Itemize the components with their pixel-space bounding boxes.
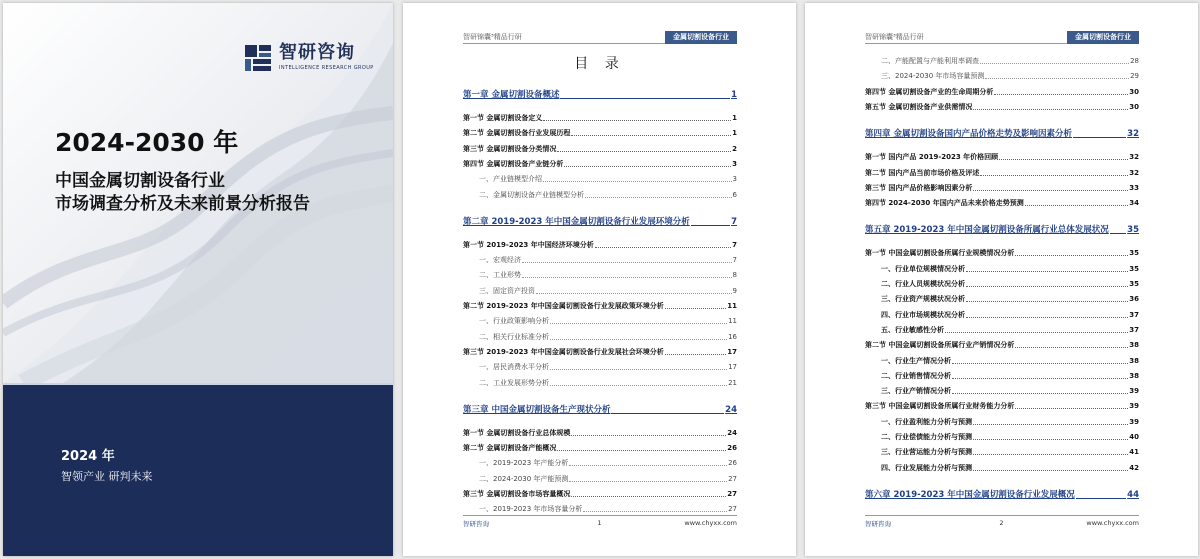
toc-entry-title: 三、2024-2030 年市场容量预测 [881,72,985,81]
toc-entry-title: 一、2019-2023 年产能分析 [479,459,569,468]
toc-entry-title: 一、行业单位规模情况分析 [881,264,965,273]
toc-entry-page: 1 [731,90,737,100]
toc-leader-dots [973,454,1128,455]
logo-chinese-name: 智研咨询 [279,42,355,63]
toc-leader-dots [985,78,1129,79]
cover-year-range: 2024-2030 年 [55,128,239,157]
toc-leader-dots [522,262,732,263]
toc-entry-page: 42 [1129,463,1139,472]
toc-chapter-link[interactable] [463,403,737,415]
toc-leader-dots [571,135,731,136]
toc-subsection-link[interactable] [865,369,1139,381]
toc-entry-title: 四、行业市场规模状况分析 [881,310,965,319]
toc-chapter-link[interactable] [865,223,1139,235]
toc-chapter-link[interactable] [865,488,1139,500]
toc-leader-dots [1015,255,1128,256]
toc-subsection-link[interactable] [865,461,1139,473]
toc-entry-title: 三、行业营运能力分析与预测 [881,448,972,457]
toc-subsection-link[interactable] [463,376,737,388]
toc-entry-page: 44 [1127,489,1139,500]
cover-slogan: 智领产业 研判未来 [61,470,153,483]
toc-section-link[interactable] [463,426,737,438]
cover-title-line2: 市场调查分析及未来前景分析报告 [55,194,310,214]
toc-entry-title: 一、行业生产情况分析 [881,356,951,365]
toc-entry-title: 二、行业偿债能力分析与预测 [881,433,972,441]
toc-leader-dots [569,481,727,482]
toc-entry-title: 第五章 2019-2023 年中国金属切割设备所属行业总体发展状况 [865,225,1109,236]
toc-entry-page: 3 [732,159,737,168]
toc-entry-page: 3 [732,175,737,184]
toc-leader-dots [543,181,732,182]
toc-entry-page: 1 [732,114,737,122]
toc-entry-title: 第一节 国内产品 2019-2023 年价格回顾 [865,153,999,162]
toc-leader-dots [952,393,1128,394]
toc-section-link[interactable] [463,142,737,154]
toc-entry-title: 第四章 金属切割设备国内产品价格走势及影响因素分析 [865,129,1072,140]
cover-page [3,3,393,556]
toc-entry-page: 41 [1129,448,1139,457]
toc-entry-title: 五、行业敏感性分析 [881,325,944,334]
toc-subsection-link[interactable] [865,323,1139,335]
toc-leader-dots [966,317,1128,318]
toc-entry-page: 35 [1127,225,1139,236]
toc-entry-title: 第一节 金属切割设备定义 [463,114,543,122]
toc-subsection-link[interactable] [865,69,1139,81]
toc-entry-page: 16 [728,332,737,341]
toc-entry-page: 32 [1129,168,1139,177]
toc-entry-page: 1 [732,129,737,138]
toc-section-link[interactable] [865,100,1139,112]
brand-logo [243,43,374,73]
page-footer-rule [463,515,737,516]
toc-leader-dots [1076,498,1126,499]
toc-entry-title: 第二章 2019-2023 年中国金属切割设备行业发展环境分析 [463,216,690,227]
toc-subsection-link[interactable] [865,415,1139,427]
toc-entry-page: 38 [1129,356,1139,365]
toc-leader-dots [966,271,1128,272]
toc-entry-page: 7 [732,256,737,265]
toc-leader-dots [564,166,731,167]
toc-entry-page: 27 [727,490,737,498]
toc-entry-title: 第三节 国内产品价格影响因素分析 [865,183,973,192]
toc-leader-dots [945,332,1128,333]
toc-section-link[interactable] [865,181,1139,193]
toc-leader-dots [522,277,732,278]
toc-page-2 [805,3,1198,556]
toc-entry-page: 26 [728,459,737,468]
toc-subsection-link[interactable] [463,253,737,265]
toc-entry-page: 37 [1129,310,1139,319]
toc-entry-page: 30 [1129,102,1139,111]
toc-leader-dots [691,225,730,226]
toc-entry-page: 30 [1129,87,1139,96]
page-footer-url: www.chyxx.com [684,519,737,527]
toc-entry-page: 28 [1130,57,1139,65]
logo-english-name: INTELLIGENCE RESEARCH GROUP [279,65,374,71]
toc-entry-page: 6 [732,190,737,199]
toc-leader-dots [557,450,726,451]
toc-entry-page: 33 [1129,183,1139,192]
toc-entry-title: 第一章 金属切割设备概述 [463,90,560,100]
toc-subsection-link[interactable] [463,330,737,342]
toc-entry-page: 32 [1129,153,1139,162]
toc-leader-dots [973,470,1128,471]
toc-entry-title: 第二节 中国金属切割设备所属行业产销情况分析 [865,341,1015,350]
toc-section-link[interactable] [463,487,737,499]
toc-entry-page: 38 [1129,341,1139,350]
toc-entry-page: 26 [727,444,737,453]
toc-leader-dots [560,98,730,99]
toc-leader-dots [665,308,727,309]
toc-entry-page: 9 [732,286,737,295]
logo-mark-icon [243,43,273,73]
toc-leader-dots [1073,137,1126,138]
toc-entry-page: 35 [1129,280,1139,288]
cover-publish-year: 2024 年 [61,449,115,464]
toc-subsection-link[interactable] [865,384,1139,396]
toc-entry-page: 40 [1129,433,1139,441]
toc-entry-page: 35 [1129,264,1139,273]
toc-section-link[interactable] [865,150,1139,162]
toc-entry-title: 一、产业链模型介绍 [479,175,542,184]
toc-entry-page: 8 [732,271,737,280]
toc-entry-title: 第二节 金属切割设备产能概况 [463,444,557,453]
toc-leader-dots [952,363,1128,364]
toc-subsection-link[interactable] [463,284,737,296]
toc-chapter-link[interactable] [865,127,1139,139]
toc-leader-dots [966,301,1128,302]
toc-entry-title: 二、2024-2030 年产能预测 [479,474,569,483]
page-header-brand: 智研锦囊³精品行研 [463,33,522,41]
toc-entry-page: 7 [731,216,737,227]
toc-entry-title: 四、行业发展能力分析与预测 [881,463,972,472]
toc-leader-dots [1015,408,1128,409]
toc-leader-dots [973,439,1128,440]
toc-subsection-link[interactable] [463,314,737,326]
toc-leader-dots [973,424,1128,425]
toc-section-link[interactable] [463,441,737,453]
toc-subsection-link[interactable] [463,472,737,484]
toc-entry-title: 一、宏观经济 [479,256,521,265]
toc-entry-title: 三、固定资产投资 [479,286,535,295]
toc-entry-title: 第三章 中国金属切割设备生产现状分析 [463,404,611,415]
toc-leader-dots [994,94,1128,95]
toc-entry-title: 三、行业资产规模状况分析 [881,295,965,304]
toc-entry-title: 第三节 金属切割设备市场容量概况 [463,490,571,498]
toc-entry-title: 第四节 2024-2030 年国内产品未来价格走势预测 [865,199,1024,208]
toc-subsection-link[interactable] [463,268,737,280]
toc-entry-title: 一、行业盈利能力分析与预测 [881,417,972,426]
page-header-tab: 金属切割设备行业 [1067,31,1139,44]
toc-subsection-link[interactable] [865,354,1139,366]
toc-leader-dots [980,63,1129,64]
toc-leader-dots [550,385,727,386]
toc-entry-page: 27 [728,474,737,483]
toc-leader-dots [980,175,1128,176]
toc-entry-title: 第一节 中国金属切割设备所属行业规模情况分析 [865,249,1015,258]
toc-entry-page: 36 [1129,295,1139,304]
toc-entry-title: 第二节 金属切割设备行业发展历程 [463,129,571,138]
toc-entry-title: 二、工业形势 [479,271,521,280]
toc-leader-dots [973,190,1128,191]
toc-section-link[interactable] [865,166,1139,178]
toc-entry-title: 二、行业人员规模状况分析 [881,280,965,288]
toc-entry-title: 第一节 2019-2023 年中国经济环境分析 [463,240,594,249]
toc-subsection-link[interactable] [463,502,737,514]
toc-subsection-link[interactable] [865,277,1139,289]
toc-leader-dots [611,413,724,414]
toc-section-link[interactable] [463,157,737,169]
toc-leader-dots [1025,205,1129,206]
toc-leader-dots [1110,233,1126,234]
toc-leader-dots [595,247,731,248]
toc-entry-page: 34 [1129,199,1139,208]
toc-subsection-link[interactable] [865,430,1139,442]
toc-section-link[interactable] [865,338,1139,350]
toc-title: 目 录 [574,56,625,72]
toc-entry-title: 第四节 金属切割设备产业的生命周期分析 [865,87,994,96]
toc-leader-dots [665,354,727,355]
toc-subsection-link[interactable] [463,360,737,372]
toc-entry-page: 27 [728,505,737,514]
toc-entry-title: 三、行业产销情况分析 [881,387,951,396]
toc-leader-dots [536,293,732,294]
toc-section-link[interactable] [463,299,737,311]
toc-entry-title: 一、行业政策影响分析 [479,317,549,326]
toc-leader-dots [571,496,726,497]
toc-subsection-link[interactable] [865,54,1139,66]
toc-leader-dots [973,109,1128,110]
toc-leader-dots [550,339,727,340]
toc-leader-dots [585,197,732,198]
toc-entry-page: 24 [725,404,737,415]
toc-entry-page: 24 [727,428,737,437]
toc-entry-page: 32 [1127,129,1139,140]
toc-entry-page: 38 [1129,371,1139,380]
toc-leader-dots [1015,347,1128,348]
toc-subsection-link[interactable] [865,445,1139,457]
toc-entry-title: 第三节 中国金属切割设备所属行业财务能力分析 [865,402,1015,411]
toc-entry-page: 39 [1129,387,1139,396]
toc-chapter-link[interactable] [463,215,737,227]
toc-subsection-link[interactable] [463,456,737,468]
toc-entry-title: 第四节 金属切割设备产业链分析 [463,159,564,168]
toc-entry-page: 11 [727,302,737,310]
toc-section-link[interactable] [463,345,737,357]
toc-subsection-link[interactable] [865,292,1139,304]
toc-leader-dots [543,120,731,121]
toc-leader-dots [550,323,727,324]
page-header-tab: 金属切割设备行业 [665,31,737,44]
toc-section-link[interactable] [463,111,737,123]
toc-page-1 [403,3,796,556]
toc-entry-title: 二、相关行业标准分析 [479,332,549,341]
toc-leader-dots [999,159,1128,160]
toc-entry-title: 二、产能配置与产能利用率调查 [881,57,979,65]
toc-leader-dots [569,465,727,466]
toc-leader-dots [557,151,731,152]
page-header-brand: 智研锦囊³精品行研 [865,33,924,41]
toc-entry-title: 一、居民消费水平分析 [479,363,549,372]
toc-entry-page: 35 [1129,249,1139,258]
toc-section-link[interactable] [865,85,1139,97]
toc-entry-title: 第二节 国内产品当前市场价格及评述 [865,168,980,177]
toc-section-link[interactable] [463,126,737,138]
toc-section-link[interactable] [865,246,1139,258]
toc-entry-title: 二、工业发展形势分析 [479,378,549,387]
page-number: 2 [999,519,1004,527]
toc-entry-title: 第三节 2019-2023 年中国金属切割设备行业发展社会环境分析 [463,347,664,356]
toc-entry-title: 二、金属切割设备产业链模型分析 [479,190,584,199]
toc-subsection-link[interactable] [865,308,1139,320]
toc-entry-title: 一、2019-2023 年市场容量分析 [479,505,583,514]
toc-entry-page: 37 [1129,325,1139,334]
toc-entry-page: 17 [728,363,737,372]
page-footer-url: www.chyxx.com [1086,519,1139,527]
toc-leader-dots [571,435,726,436]
toc-entry-page: 21 [728,378,737,387]
toc-entry-page: 29 [1130,72,1139,81]
toc-entry-page: 7 [732,240,737,249]
toc-entry-title: 第三节 金属切割设备分类情况 [463,144,557,153]
toc-subsection-link[interactable] [463,188,737,200]
toc-leader-dots [952,378,1128,379]
toc-entry-title: 第一节 金属切割设备行业总体规模 [463,428,571,437]
toc-subsection-link[interactable] [463,172,737,184]
toc-entry-page: 2 [732,144,737,153]
page-footer-rule [865,515,1139,516]
toc-chapter-link[interactable] [463,88,737,100]
page-footer-brand: 智研咨询 [865,520,891,528]
toc-leader-dots [966,286,1128,287]
toc-section-link[interactable] [463,238,737,250]
page-footer-brand: 智研咨询 [463,520,489,528]
toc-section-link[interactable] [865,399,1139,411]
cover-title-line1: 中国金属切割设备行业 [55,171,225,191]
toc-entry-page: 17 [727,347,737,356]
toc-entry-title: 第五节 金属切割设备产业供需情况 [865,102,973,111]
toc-entry-page: 39 [1129,417,1139,426]
toc-entry-title: 第六章 2019-2023 年中国金属切割设备行业发展概况 [865,489,1075,500]
toc-leader-dots [550,369,727,370]
toc-leader-dots [583,511,727,512]
page-number: 1 [597,519,602,527]
toc-entry-page: 39 [1129,402,1139,411]
toc-subsection-link[interactable] [865,262,1139,274]
toc-entry-title: 第二节 2019-2023 年中国金属切割设备行业发展政策环境分析 [463,302,664,310]
toc-entry-page: 11 [728,317,737,326]
toc-entry-title: 二、行业销售情况分析 [881,371,951,380]
toc-section-link[interactable] [865,196,1139,208]
